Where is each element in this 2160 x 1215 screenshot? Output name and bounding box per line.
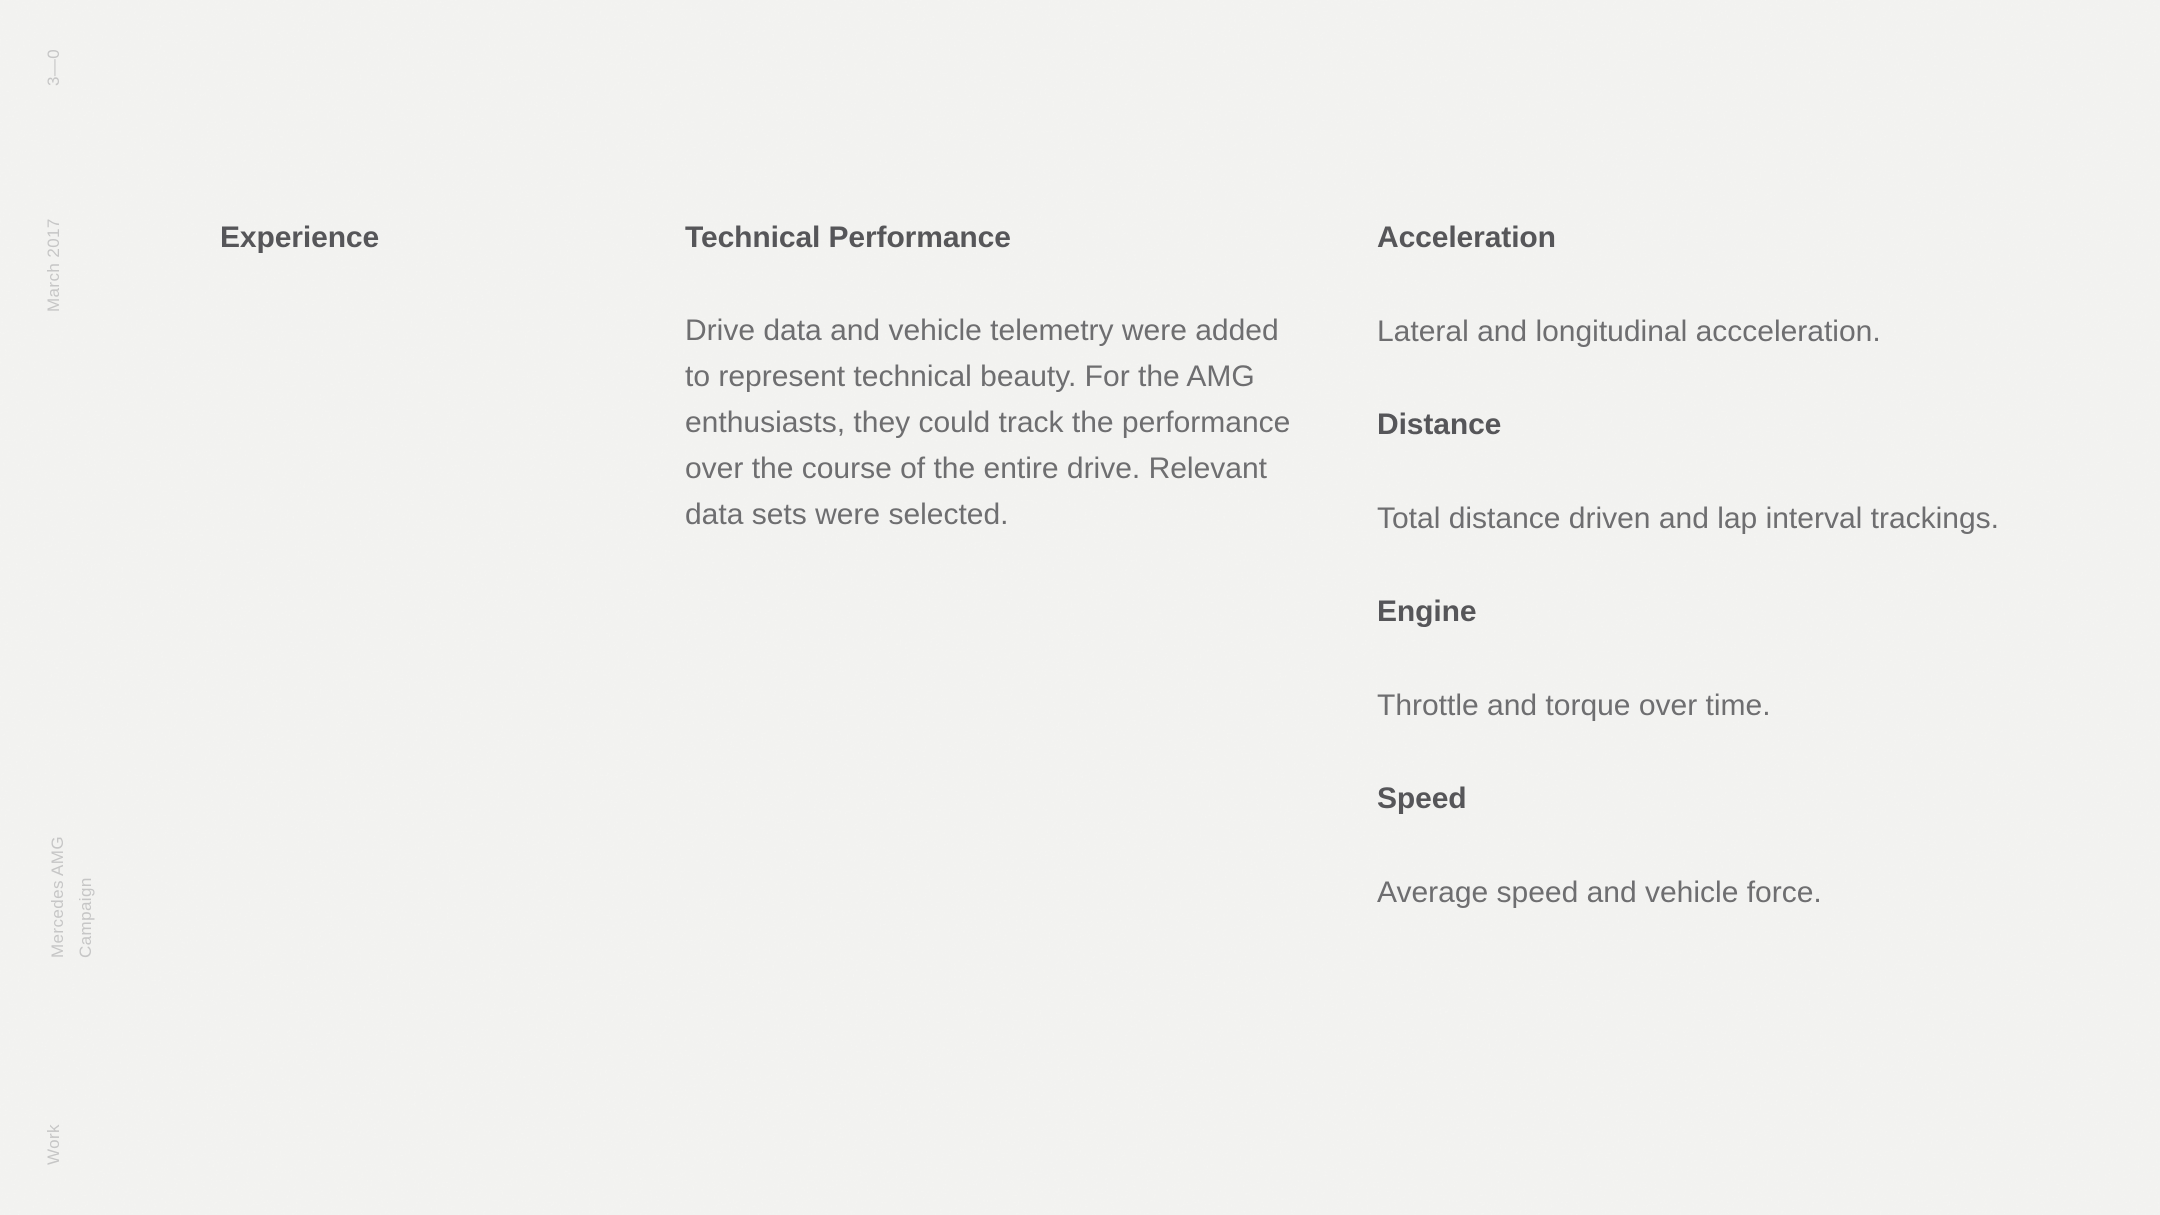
paragraph-line: to represent technical beauty. For the AMG <box>685 360 1255 393</box>
metric-heading-speed: Speed <box>1377 782 1467 815</box>
paragraph-line: Drive data and vehicle telemetry were added <box>685 314 1279 347</box>
project-label-line2: Campaign <box>76 877 95 958</box>
page-index-label: 3—0 <box>44 48 63 86</box>
paragraph-line: over the course of the entire drive. Relevant <box>685 452 1267 485</box>
metric-description-distance: Total distance driven and lap interval trackings. <box>1377 502 2000 535</box>
technical-performance-paragraph <box>685 308 1385 538</box>
experience-column <box>220 219 640 257</box>
metrics-column <box>1377 219 2097 916</box>
paragraph-line: enthusiasts, they could track the performance <box>685 406 1291 439</box>
project-label-line1: Mercedes AMG <box>48 836 67 958</box>
metric-heading-engine: Engine <box>1377 595 1477 628</box>
technical-performance-heading: Technical Performance <box>685 221 1011 254</box>
nav-work-label[interactable]: Work <box>44 1124 63 1165</box>
metric-description-acceleration: Lateral and longitudinal accceleration. <box>1377 315 1881 348</box>
metric-heading-distance: Distance <box>1377 408 1502 441</box>
metric-description-engine: Throttle and torque over time. <box>1377 689 1771 722</box>
project-label <box>44 836 100 958</box>
technical-performance-column <box>685 219 1385 538</box>
paragraph-line: data sets were selected. <box>685 498 1009 531</box>
metric-heading-acceleration: Acceleration <box>1377 221 1556 254</box>
experience-heading: Experience <box>220 221 380 254</box>
date-label: March 2017 <box>44 218 63 312</box>
metric-description-speed: Average speed and vehicle force. <box>1377 876 1822 909</box>
